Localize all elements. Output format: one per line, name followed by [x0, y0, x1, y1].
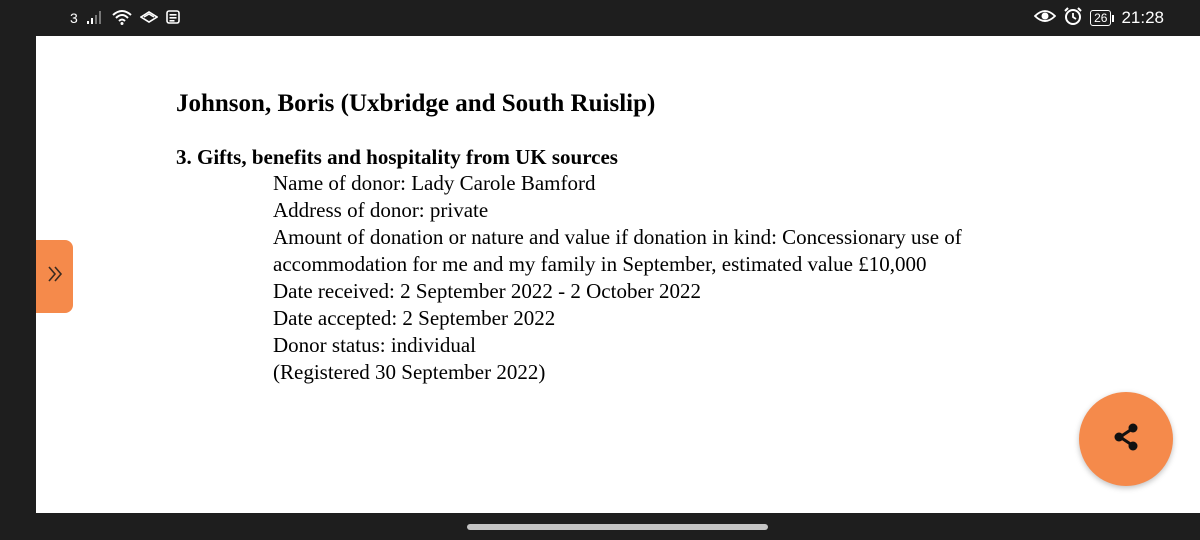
navigation-bar	[0, 513, 1200, 540]
data-saver-icon	[140, 10, 158, 27]
status-bar	[0, 0, 1200, 36]
registered-date-line: (Registered 30 September 2022)	[273, 360, 546, 384]
document-page[interactable]	[36, 36, 1200, 513]
signal-icon	[86, 10, 104, 27]
date-received-line: Date received: 2 September 2022 - 2 October 2022	[273, 279, 702, 303]
share-icon	[1109, 420, 1143, 459]
member-name: Johnson, Boris (Uxbridge and South Ruislip)	[176, 90, 656, 117]
section-heading: 3. Gifts, benefits and hospitality from UK sources	[176, 145, 618, 169]
gift-entry	[273, 170, 1136, 386]
donor-name-line: Name of donor: Lady Carole Bamford	[273, 171, 596, 195]
sim-indicator: 3	[70, 10, 78, 26]
alarm-icon	[1063, 6, 1083, 31]
double-chevron-right-icon	[46, 264, 64, 289]
donor-address-line: Address of donor: private	[273, 198, 489, 222]
wifi-icon	[112, 9, 132, 28]
battery-tip	[1112, 15, 1114, 22]
notification-icon	[166, 10, 180, 27]
document-content	[176, 88, 1136, 386]
status-right	[1034, 0, 1164, 36]
left-edge	[0, 36, 36, 513]
share-button[interactable]	[1079, 392, 1173, 486]
donation-amount-line: Amount of donation or nature and value if donation in kind: Concessionary use of	[273, 225, 962, 249]
status-left	[70, 0, 180, 36]
donor-status-line: Donor status: individual	[273, 333, 476, 357]
side-panel-toggle[interactable]	[36, 240, 73, 313]
clock: 21:28	[1121, 8, 1164, 27]
battery-icon	[1090, 10, 1114, 26]
gesture-handle[interactable]	[467, 524, 768, 530]
eye-icon	[1034, 8, 1056, 29]
date-accepted-line: Date accepted: 2 September 2022	[273, 306, 556, 330]
battery-level: 26	[1090, 10, 1111, 26]
donation-amount-line-continued: accommodation for me and my family in September, estimated value £10,000	[273, 252, 927, 276]
